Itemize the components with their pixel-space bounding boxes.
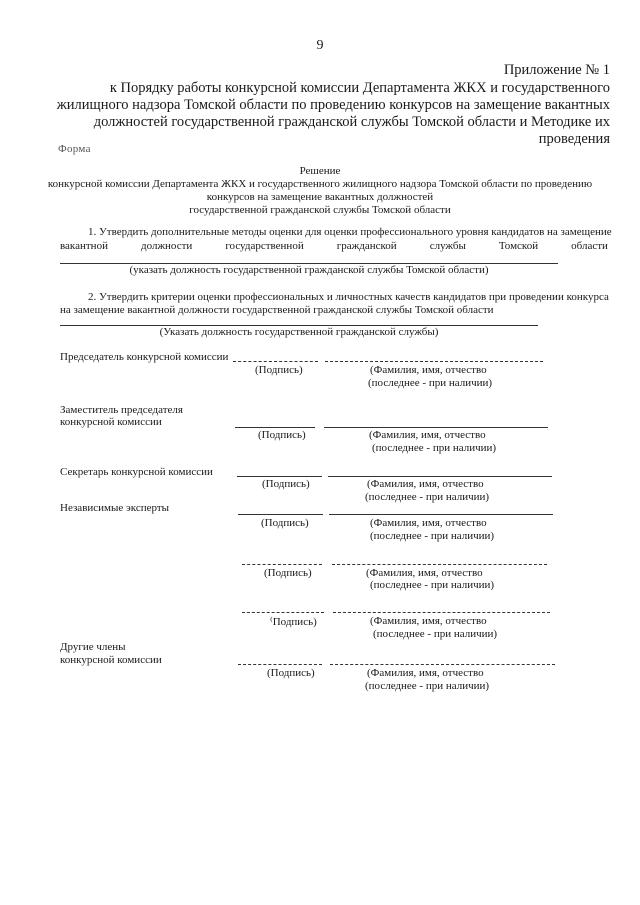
appendix-title: Приложение № 1 <box>503 62 610 78</box>
fio-caption: (последнее - при наличии) <box>372 442 497 454</box>
item1-word: государственной <box>225 240 304 252</box>
fio-caption: (Фамилия, имя, отчество <box>367 478 484 490</box>
item1-word: Томской <box>498 240 539 252</box>
signature-caption: ⁽Подпись) <box>270 616 317 628</box>
item1-word: области <box>571 240 608 252</box>
experts-label: Независимые эксперты <box>60 502 170 514</box>
appendix-line: должностей государственной гражданской службы Томской области и Методике их <box>93 114 610 130</box>
fio-caption: (последнее - при наличии) <box>368 377 493 389</box>
signature-line <box>235 427 315 428</box>
appendix-line: проведения <box>538 131 610 147</box>
page-number: 9 <box>316 38 324 53</box>
signature-caption: (Подпись) <box>258 429 306 441</box>
item1-justified-line <box>60 240 608 252</box>
others-label: конкурсной комиссии <box>60 654 162 666</box>
item1-word: должности <box>141 240 193 252</box>
fio-caption: (Фамилия, имя, отчество <box>367 667 484 679</box>
appendix-line: к Порядку работы конкурсной комиссии Департамента ЖКХ и государственного <box>109 80 610 96</box>
form-label: Форма <box>58 143 91 155</box>
name-line <box>330 664 555 665</box>
item1-caption: (указать должность государственной гражданской службы Томской области) <box>129 264 489 276</box>
decision-line: государственной гражданской службы Томской области <box>189 204 451 216</box>
chairman-label: Председатель конкурсной комиссии <box>60 351 229 363</box>
signature-line <box>238 514 323 515</box>
fio-caption: (Фамилия, имя, отчество <box>370 364 487 376</box>
signature-line <box>242 612 324 613</box>
signature-line <box>237 476 322 477</box>
item1-word: гражданской <box>336 240 397 252</box>
appendix-line: жилищного надзора Томской области по проведению конкурсов на замещение вакантных <box>56 97 610 113</box>
secretary-label: Секретарь конкурсной комиссии <box>60 466 213 478</box>
name-line <box>324 427 548 428</box>
deputy-label: Заместитель председателя <box>60 404 183 416</box>
name-line <box>332 564 547 565</box>
decision-line: конкурсной комиссии Департамента ЖКХ и государственного жилищного надзора Томской области по проведению <box>47 178 593 190</box>
fio-caption: (Фамилия, имя, отчество <box>369 429 486 441</box>
fio-caption: (последнее - при наличии) <box>373 628 498 640</box>
name-line <box>329 514 553 515</box>
item1-text: 1. Утвердить дополнительные методы оценки для оценки профессионального уровня кандидатов на замещение <box>88 226 612 238</box>
item2-text: 2. Утвердить критерии оценки профессиональных и личностных качеств кандидатов при проведении конкурса <box>88 291 609 303</box>
fio-caption: (Фамилия, имя, отчество <box>370 517 487 529</box>
name-line <box>328 476 552 477</box>
name-line <box>333 612 550 613</box>
item1-word: службы <box>429 240 466 252</box>
item2-text: на замещение вакантной должности государственной гражданской службы Томской области <box>60 304 494 316</box>
decision-line: конкурсов на замещение вакантных должностей <box>206 191 434 203</box>
fio-caption: (Фамилия, имя, отчество <box>370 615 487 627</box>
item2-caption: (Указать должность государственной гражданской службы) <box>159 326 439 338</box>
item1-word: вакантной <box>60 240 108 252</box>
decision-title: Решение <box>299 165 341 177</box>
signature-line <box>233 361 318 362</box>
name-line <box>325 361 543 362</box>
fio-caption: (последнее - при наличии) <box>370 530 495 542</box>
others-label: Другие члены <box>60 641 126 653</box>
fio-caption: (последнее - при наличии) <box>370 579 495 591</box>
fio-caption: (Фамилия, имя, отчество <box>366 567 483 579</box>
signature-caption: (Подпись) <box>267 667 315 679</box>
signature-caption: (Подпись) <box>261 517 309 529</box>
signature-caption: (Подпись) <box>255 364 303 376</box>
signature-line <box>242 564 322 565</box>
signature-caption: (Подпись) <box>264 567 312 579</box>
fio-caption: (последнее - при наличии) <box>365 680 490 692</box>
signature-caption: (Подпись) <box>262 478 310 490</box>
signature-line <box>238 664 322 665</box>
fio-caption: (последнее - при наличии) <box>365 491 490 503</box>
deputy-label: конкурсной комиссии <box>60 416 162 428</box>
